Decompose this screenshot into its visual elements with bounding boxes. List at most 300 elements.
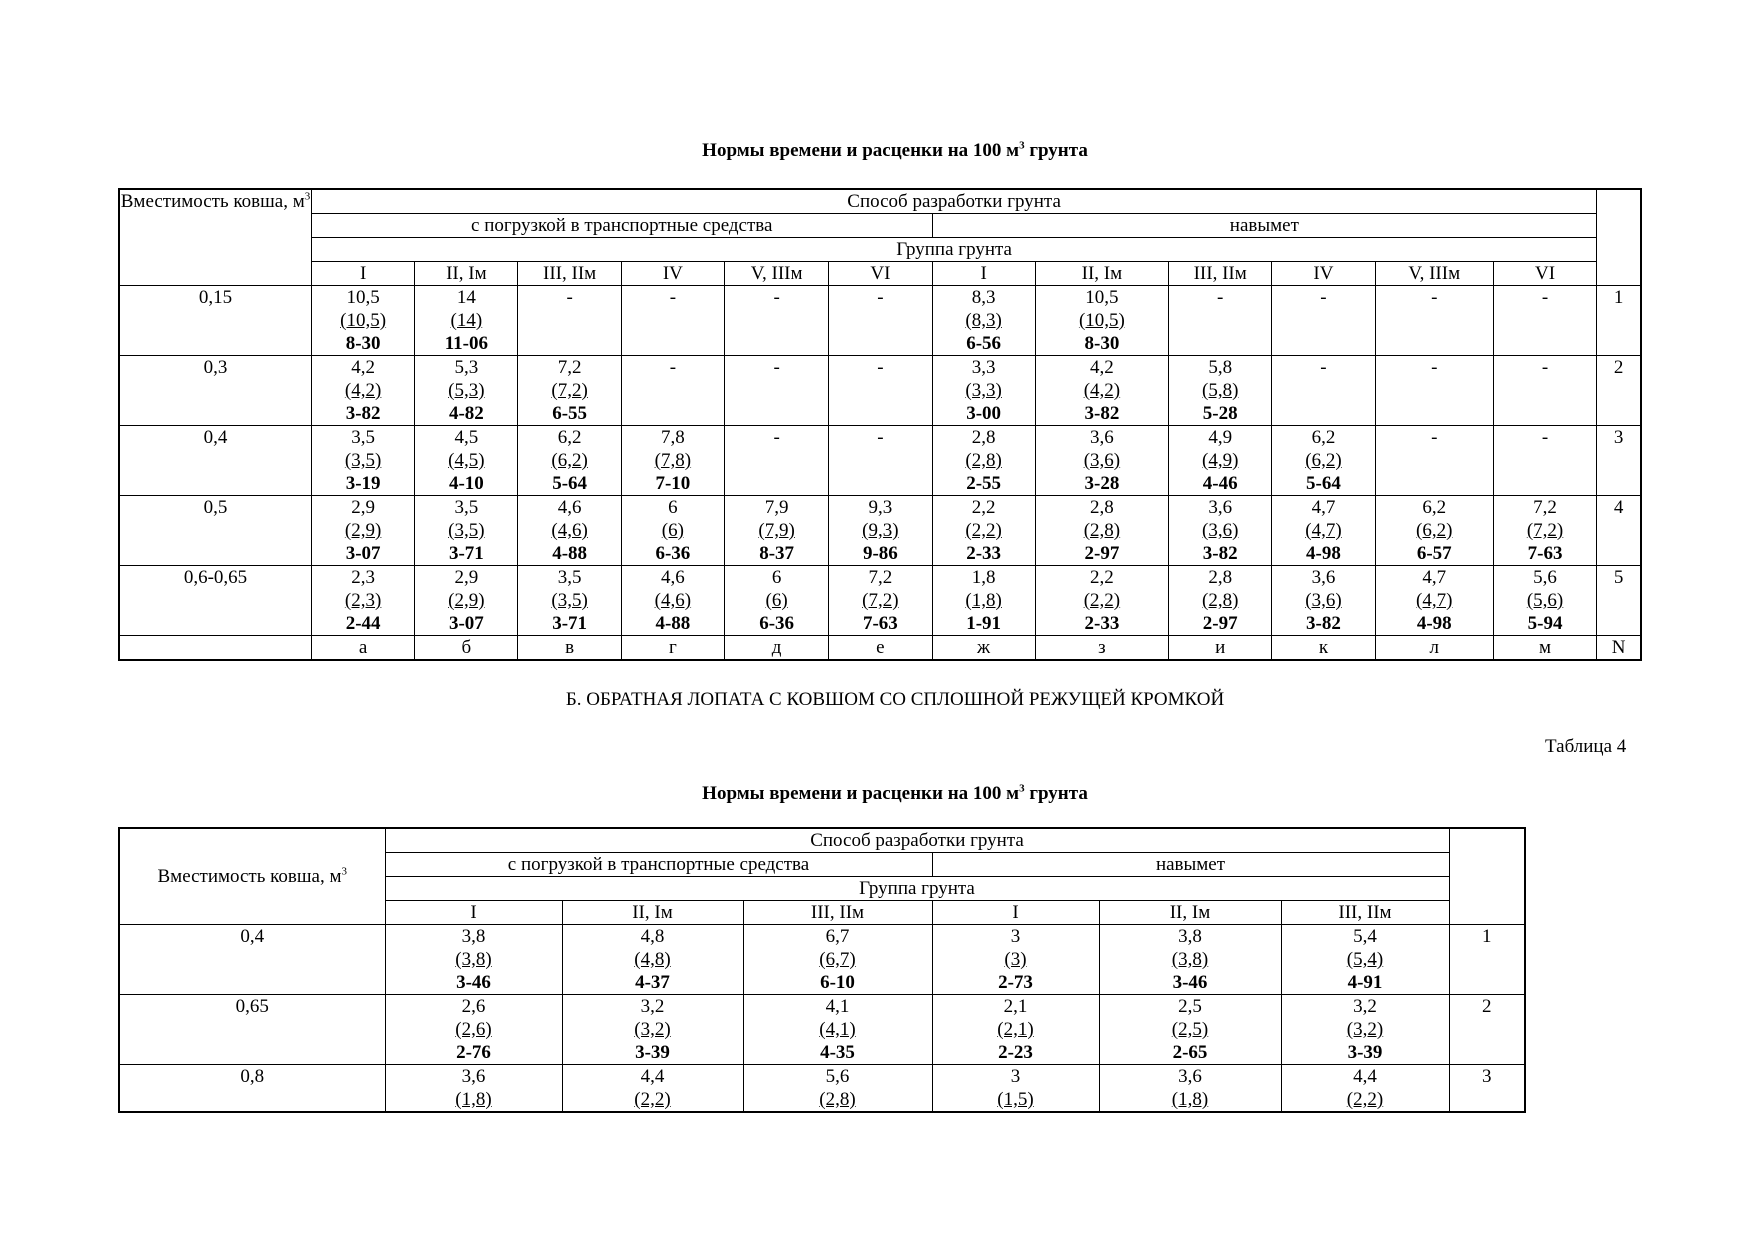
time-norm: 6,2 <box>1311 427 1336 448</box>
column-letter: г <box>621 636 724 661</box>
norm-cell <box>562 1065 743 1113</box>
norm-cell <box>1375 566 1493 636</box>
norm-cell <box>621 286 724 356</box>
norm-cell <box>724 286 828 356</box>
time-norm: 5,8 <box>1208 357 1233 378</box>
machinist-time: (5,3) <box>448 380 485 401</box>
price-rate: 8-30 <box>345 333 381 354</box>
machinist-time: (4,1) <box>819 1019 856 1040</box>
machinist-time: (10,5) <box>340 310 387 331</box>
norm-cell <box>1375 426 1493 496</box>
norm-cell <box>1035 356 1168 426</box>
column-letter: а <box>311 636 414 661</box>
machinist-time: (6) <box>661 520 684 541</box>
time-norm: 4,6 <box>557 497 582 518</box>
machinist-time: (1,8) <box>455 1089 492 1110</box>
norm-cell <box>932 925 1099 995</box>
norm-cell <box>415 566 518 636</box>
with-loading-header: с погрузкой в транспортные средства <box>385 853 932 877</box>
row-number: 2 <box>1449 995 1525 1065</box>
time-norm: - <box>1541 357 1549 378</box>
price-rate: 3-39 <box>1347 1042 1383 1063</box>
group-header: VI <box>829 262 932 286</box>
machinist-time: (6,7) <box>819 949 856 970</box>
row-number: 3 <box>1449 1065 1525 1113</box>
price-rate: 2-55 <box>966 473 1002 494</box>
norm-cell <box>1035 286 1168 356</box>
norm-cell <box>724 566 828 636</box>
machinist-time: (9,3) <box>862 520 899 541</box>
time-norm: 7,2 <box>1533 497 1557 518</box>
machinist-time: (4,9) <box>1202 450 1239 471</box>
price-rate: 5-64 <box>1306 473 1341 494</box>
time-norm: - <box>1541 427 1549 448</box>
group-header: I <box>311 262 414 286</box>
norm-cell <box>1169 426 1272 496</box>
time-norm: 3,5 <box>351 427 375 448</box>
time-norm: 2,2 <box>971 497 996 518</box>
price-rate: 6-56 <box>966 333 1002 354</box>
machinist-time: (6,2) <box>551 450 588 471</box>
machinist-time: (3,3) <box>965 380 1002 401</box>
soil-group-header: Группа грунта <box>311 238 1596 262</box>
norm-cell <box>932 1065 1099 1113</box>
machinist-time: (3,6) <box>1305 590 1342 611</box>
column-letter: д <box>724 636 828 661</box>
price-rate: 3-07 <box>448 613 484 634</box>
capacity-header: Вместимость ковша, $м^3$ <box>119 189 311 286</box>
norm-cell <box>311 286 414 356</box>
price-rate: 4-88 <box>655 613 691 634</box>
price-rate: 1-91 <box>966 613 1002 634</box>
time-norm: 4,4 <box>640 1066 665 1087</box>
machinist-time: (3) <box>1004 949 1027 970</box>
norm-cell <box>829 356 932 426</box>
column-letter: ж <box>932 636 1035 661</box>
machinist-time: (7,2) <box>1526 520 1564 541</box>
time-norm: 2,8 <box>1090 497 1114 518</box>
price-rate: 3-71 <box>552 613 588 634</box>
time-norm: 3 <box>1010 926 1021 947</box>
price-rate: 6-36 <box>759 613 795 634</box>
machinist-time: (2,2) <box>1346 1089 1384 1110</box>
price-rate: 6-36 <box>655 543 691 564</box>
price-rate: 6-57 <box>1416 543 1452 564</box>
machinist-time: (2,9) <box>344 520 382 541</box>
norm-cell <box>829 286 932 356</box>
norm-cell <box>1099 925 1281 995</box>
norm-cell <box>932 286 1035 356</box>
time-norm: 9,3 <box>868 497 893 518</box>
time-norm: 5,6 <box>1533 567 1557 588</box>
time-norm: 1,8 <box>971 567 996 588</box>
price-rate: 4-98 <box>1416 613 1452 634</box>
machinist-time: (7,9) <box>758 520 795 541</box>
norm-cell <box>1281 995 1449 1065</box>
machinist-time: (4,5) <box>448 450 485 471</box>
price-rate: 2-44 <box>345 613 381 634</box>
row-number: 1 <box>1597 286 1641 356</box>
price-rate: 5-64 <box>552 473 588 494</box>
price-rate: 8-37 <box>759 543 795 564</box>
time-norm: 4,1 <box>825 996 850 1017</box>
table-row <box>119 566 1641 636</box>
time-norm: 3,6 <box>1090 427 1114 448</box>
norm-cell <box>1493 566 1596 636</box>
price-rate: 3-07 <box>345 543 381 564</box>
norm-cell <box>829 426 932 496</box>
price-rate: 3-19 <box>345 473 381 494</box>
price-rate: 3-00 <box>966 403 1002 424</box>
price-rate: 2-33 <box>966 543 1002 564</box>
column-letter: е <box>829 636 932 661</box>
price-rate: 3-82 <box>1084 403 1120 424</box>
time-norm: 2,9 <box>454 567 479 588</box>
time-norm: 7,8 <box>660 427 685 448</box>
column-letter: к <box>1272 636 1375 661</box>
machinist-time: (4,7) <box>1305 520 1342 541</box>
column-letter: в <box>518 636 621 661</box>
time-norm: 4,5 <box>454 427 479 448</box>
time-norm: 3 <box>1010 1066 1021 1087</box>
time-norm: 2,8 <box>971 427 996 448</box>
norm-cell <box>1272 286 1375 356</box>
time-norm: - <box>773 287 780 308</box>
time-norm: 3,6 <box>1311 567 1336 588</box>
group-header: I <box>932 901 1099 925</box>
norm-cell <box>415 496 518 566</box>
group-header: III, IIм <box>743 901 932 925</box>
norm-cell <box>932 426 1035 496</box>
price-rate: 2-33 <box>1084 613 1120 634</box>
machinist-time: (1,8) <box>1171 1089 1209 1110</box>
time-norm: 7,2 <box>557 357 582 378</box>
price-rate: 4-35 <box>820 1042 855 1063</box>
row-number: 3 <box>1597 426 1641 496</box>
price-rate: 7-10 <box>655 473 691 494</box>
norm-cell <box>743 995 932 1065</box>
norm-cell <box>1375 286 1493 356</box>
table2-title: Нормы времени и расценки на 100 $м^3$ грунта <box>702 782 1088 804</box>
norm-cell <box>311 426 414 496</box>
group-header: III, IIм <box>518 262 621 286</box>
machinist-time: (4,2) <box>1083 380 1121 401</box>
price-rate: 11-06 <box>444 333 488 354</box>
price-rate: 3-71 <box>448 543 484 564</box>
time-norm: 3,2 <box>1353 996 1377 1017</box>
time-norm: 3,8 <box>461 926 486 947</box>
norm-cell <box>1272 496 1375 566</box>
machinist-time: (3,6) <box>1083 450 1121 471</box>
norm-cell <box>829 496 932 566</box>
group-header: III, IIм <box>1281 901 1449 925</box>
norm-cell <box>1375 496 1493 566</box>
norm-cell <box>518 356 621 426</box>
time-norm: 6,2 <box>557 427 582 448</box>
norm-cell <box>1493 356 1596 426</box>
price-rate: 7-63 <box>862 613 898 634</box>
table-row <box>119 496 1641 566</box>
price-rate: 8-30 <box>1084 333 1120 354</box>
price-rate: 3-82 <box>1306 613 1341 634</box>
time-norm: 6,7 <box>825 926 850 947</box>
norm-cell <box>518 286 621 356</box>
machinist-time: (2,2) <box>634 1089 671 1110</box>
norm-cell <box>743 1065 932 1113</box>
norm-cell <box>1099 995 1281 1065</box>
norm-cell <box>932 496 1035 566</box>
norm-cell <box>1035 496 1168 566</box>
table1-title: Нормы времени и расценки на 100 $м^3$ грунта <box>702 139 1088 161</box>
soil-group-header: Группа грунта <box>385 877 1449 901</box>
norm-cell <box>932 566 1035 636</box>
price-rate: 5-94 <box>1527 613 1563 634</box>
time-norm: 5,4 <box>1353 926 1377 947</box>
norm-cell <box>932 356 1035 426</box>
n-label: N <box>1597 636 1641 661</box>
time-norm: 3,2 <box>640 996 665 1017</box>
machinist-time: (3,8) <box>455 949 492 970</box>
time-norm: 2,6 <box>461 996 486 1017</box>
norm-cell <box>385 995 562 1065</box>
norm-cell <box>385 1065 562 1113</box>
group-header: VI <box>1493 262 1596 286</box>
norm-cell <box>518 496 621 566</box>
group-header: I <box>932 262 1035 286</box>
norm-cell <box>311 356 414 426</box>
machinist-time: (5,4) <box>1346 949 1384 970</box>
price-rate: 2-23 <box>998 1042 1033 1063</box>
time-norm: - <box>1217 287 1224 308</box>
norm-cell <box>621 426 724 496</box>
time-norm: 3,5 <box>454 497 479 518</box>
price-rate: 2-73 <box>998 972 1033 993</box>
norm-cell <box>932 995 1099 1065</box>
capacity-cell: 0,15 <box>119 286 311 356</box>
group-header: II, Iм <box>562 901 743 925</box>
time-norm: 3,6 <box>1178 1066 1202 1087</box>
price-rate: 3-28 <box>1084 473 1120 494</box>
time-norm: - <box>1541 287 1549 308</box>
norm-cell <box>1035 566 1168 636</box>
machinist-time: (2,8) <box>965 450 1002 471</box>
machinist-time: (1,8) <box>965 590 1002 611</box>
time-norm: - <box>1431 287 1438 308</box>
time-norm: 4,7 <box>1422 567 1447 588</box>
price-rate: 3-82 <box>345 403 381 424</box>
price-rate: 2-97 <box>1084 543 1120 564</box>
time-norm: - <box>1431 427 1438 448</box>
machinist-time: (4,7) <box>1416 590 1453 611</box>
table-row <box>119 925 1525 995</box>
norm-cell <box>1272 566 1375 636</box>
machinist-time: (3,5) <box>551 590 588 611</box>
machinist-time: (2,6) <box>455 1019 492 1040</box>
norm-cell <box>1169 566 1272 636</box>
norm-cell <box>1169 496 1272 566</box>
time-norm: 10,5 <box>1085 287 1119 308</box>
time-norm: 3,5 <box>557 567 582 588</box>
price-rate: 6-10 <box>820 972 855 993</box>
table-number: Таблица 4 <box>1545 736 1627 757</box>
price-rate: 2-76 <box>456 1042 491 1063</box>
time-norm: - <box>877 357 884 378</box>
norm-cell <box>562 925 743 995</box>
norm-cell <box>562 995 743 1065</box>
time-norm: 6,2 <box>1422 497 1447 518</box>
machinist-time: (14) <box>450 310 483 331</box>
price-rate: 3-46 <box>456 972 491 993</box>
time-norm: 7,9 <box>764 497 789 518</box>
time-norm: 4,8 <box>640 926 665 947</box>
machinist-time: (10,5) <box>1078 310 1125 331</box>
machinist-time: (2,1) <box>997 1019 1034 1040</box>
price-rate: 5-28 <box>1202 403 1238 424</box>
machinist-time: (4,2) <box>344 380 382 401</box>
norm-cell <box>829 566 932 636</box>
row-number-header <box>1597 189 1641 286</box>
row-number: 4 <box>1597 496 1641 566</box>
time-norm: 8,3 <box>971 287 996 308</box>
price-rate: 9-86 <box>862 543 898 564</box>
table-row <box>119 356 1641 426</box>
norm-cell <box>518 566 621 636</box>
capacity-cell: 0,65 <box>119 995 385 1065</box>
norm-cell <box>1493 496 1596 566</box>
norm-cell <box>1169 356 1272 426</box>
price-rate: 4-82 <box>448 403 484 424</box>
time-norm: 2,8 <box>1208 567 1233 588</box>
norm-cell <box>1493 426 1596 496</box>
time-norm: - <box>773 357 780 378</box>
machinist-time: (5,8) <box>1202 380 1239 401</box>
time-norm: 4,2 <box>1090 357 1114 378</box>
norm-cell <box>415 286 518 356</box>
capacity-cell: 0,4 <box>119 426 311 496</box>
machinist-time: (2,8) <box>1083 520 1121 541</box>
row-number-header <box>1449 828 1525 925</box>
group-header: IV <box>621 262 724 286</box>
machinist-time: (4,6) <box>654 590 692 611</box>
to-dump-header: навымет <box>932 853 1449 877</box>
machinist-time: (3,5) <box>448 520 485 541</box>
time-norm: - <box>877 427 884 448</box>
time-norm: - <box>773 427 780 448</box>
price-rate: 2-97 <box>1202 613 1238 634</box>
machinist-time: (2,3) <box>344 590 382 611</box>
norm-cell <box>1099 1065 1281 1113</box>
norm-cell <box>1272 426 1375 496</box>
capacity-header: Вместимость ковша, $м^3$ <box>119 828 385 925</box>
table-row <box>119 995 1525 1065</box>
machinist-time: (1,5) <box>997 1089 1034 1110</box>
norm-cell <box>1272 356 1375 426</box>
time-norm: 2,1 <box>1003 996 1028 1017</box>
norm-cell <box>621 566 724 636</box>
capacity-cell: 0,5 <box>119 496 311 566</box>
capacity-cell: 0,4 <box>119 925 385 995</box>
norm-cell <box>1281 925 1449 995</box>
group-header: V, IIIм <box>724 262 828 286</box>
price-rate: 4-98 <box>1306 543 1341 564</box>
column-letter: з <box>1035 636 1168 661</box>
price-rate: 4-88 <box>552 543 588 564</box>
time-norm: 4,6 <box>660 567 685 588</box>
time-norm: 7,2 <box>868 567 893 588</box>
machinist-time: (2,2) <box>1083 590 1121 611</box>
row-number: 2 <box>1597 356 1641 426</box>
machinist-time: (6,2) <box>1305 450 1342 471</box>
time-norm: 5,6 <box>825 1066 850 1087</box>
price-rate: 4-91 <box>1347 972 1383 993</box>
row-number: 1 <box>1449 925 1525 995</box>
machinist-time: (5,6) <box>1526 590 1564 611</box>
machinist-time: (3,5) <box>344 450 382 471</box>
price-rate: 2-65 <box>1172 1042 1208 1063</box>
time-norm: 5,3 <box>454 357 479 378</box>
time-norm: - <box>877 287 884 308</box>
table-row <box>119 286 1641 356</box>
time-norm: 10,5 <box>346 287 380 308</box>
capacity-cell: 0,3 <box>119 356 311 426</box>
table-row <box>119 426 1641 496</box>
row-number: 5 <box>1597 566 1641 636</box>
time-norm: 4,4 <box>1353 1066 1377 1087</box>
machinist-time: (4,8) <box>634 949 671 970</box>
norm-cell <box>724 496 828 566</box>
norm-cell <box>518 426 621 496</box>
column-letter: и <box>1169 636 1272 661</box>
column-letter: м <box>1493 636 1596 661</box>
machinist-time: (2,9) <box>448 590 485 611</box>
column-letter: л <box>1375 636 1493 661</box>
group-header: II, Iм <box>1035 262 1168 286</box>
time-norm: 2,9 <box>351 497 375 518</box>
norm-cell <box>621 356 724 426</box>
capacity-cell: 0,8 <box>119 1065 385 1113</box>
time-norm: 3,3 <box>971 357 996 378</box>
group-header: IV <box>1272 262 1375 286</box>
time-norm: - <box>669 287 677 308</box>
machinist-time: (3,8) <box>1171 949 1209 970</box>
machinist-time: (6) <box>765 590 788 611</box>
price-rate: 3-39 <box>635 1042 670 1063</box>
norm-cell <box>743 925 932 995</box>
letter-row <box>119 636 1641 661</box>
norms-table-1 <box>118 188 1642 661</box>
table-row <box>119 1065 1525 1113</box>
group-header: II, Iм <box>1099 901 1281 925</box>
price-rate: 6-55 <box>552 403 588 424</box>
time-norm: 2,2 <box>1090 567 1114 588</box>
price-rate: 4-37 <box>635 972 670 993</box>
machinist-time: (6,2) <box>1416 520 1453 541</box>
norm-cell <box>724 426 828 496</box>
price-rate: 4-46 <box>1202 473 1238 494</box>
group-header: I <box>385 901 562 925</box>
norms-table-2 <box>118 827 1526 1113</box>
norm-cell <box>1035 426 1168 496</box>
capacity-cell: 0,6-0,65 <box>119 566 311 636</box>
time-norm: 4,2 <box>351 357 375 378</box>
time-norm: - <box>1320 357 1327 378</box>
price-rate: 3-82 <box>1202 543 1238 564</box>
machinist-time: (2,2) <box>965 520 1002 541</box>
group-header: II, Iм <box>415 262 518 286</box>
machinist-time: (2,8) <box>1202 590 1239 611</box>
group-header: III, IIм <box>1169 262 1272 286</box>
norm-cell <box>1169 286 1272 356</box>
